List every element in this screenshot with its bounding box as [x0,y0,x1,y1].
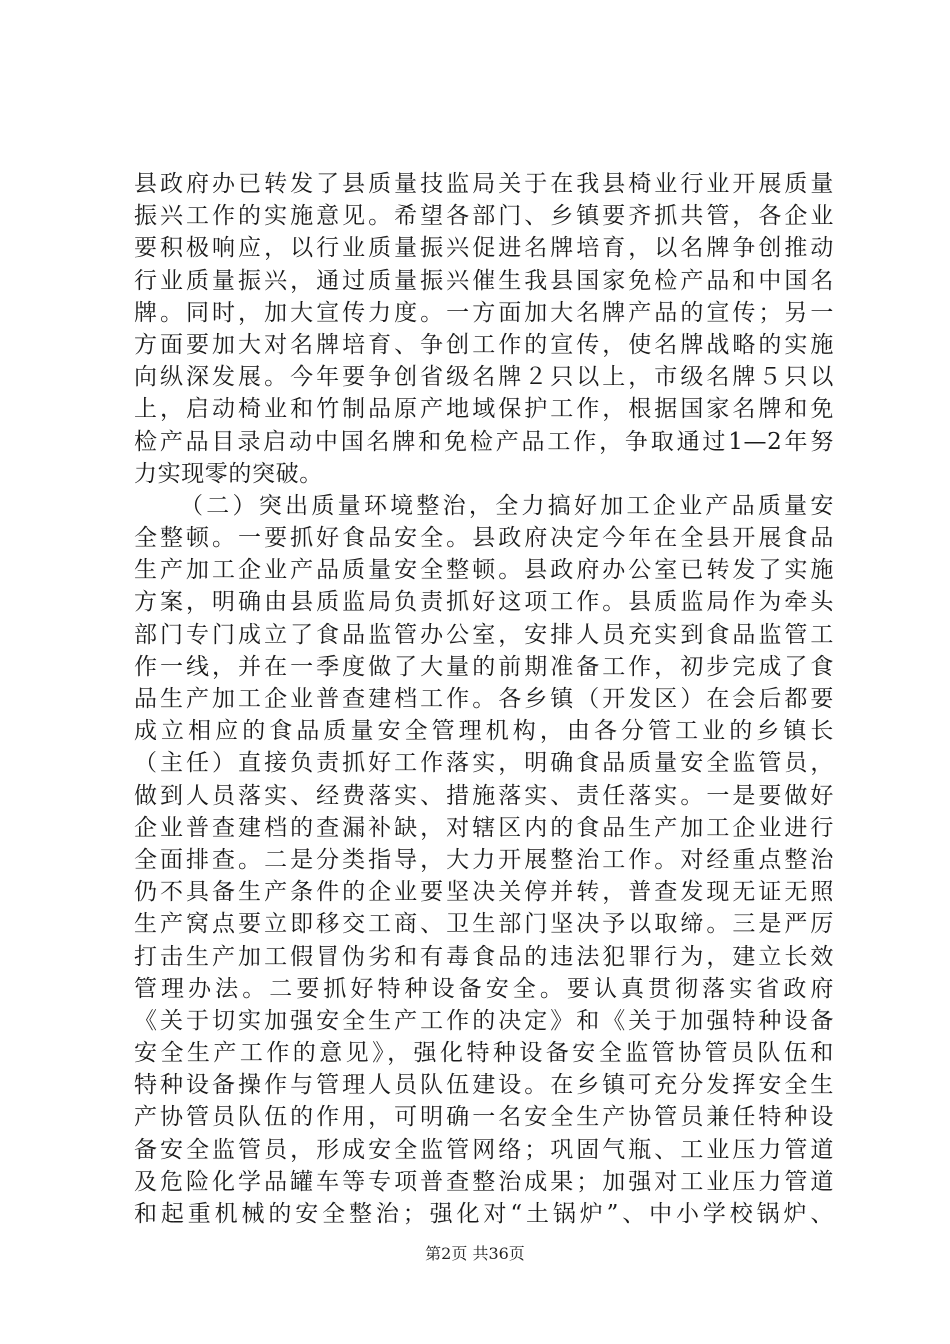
page-number-footer: 第2页 共36页 [425,1244,525,1263]
text-line: 生产加工企业产品质量安全整顿。县政府办公室已转发了实施 [134,557,834,584]
text-line: 振兴工作的实施意见。希望各部门、乡镇要齐抓共管，各企业 [134,203,834,230]
text-line: 及危险化学品罐车等专项普查整治成果；加强对工业压力管道 [134,1168,834,1195]
text-line: （主任）直接负责抓好工作落实，明确食品质量安全监管员， [134,750,834,777]
text-line: 方面要加大对名牌培育、争创工作的宣传，使名牌战略的实施 [134,331,834,358]
text-line: 全整顿。一要抓好食品安全。县政府决定今年在全县开展食品 [134,525,834,552]
text-line: 管理办法。二要抓好特种设备安全。要认真贯彻落实省政府 [134,975,834,1002]
text-line: 和起重机械的安全整治；强化对“土锅炉”、中小学校锅炉、 [134,1201,834,1227]
text-line: 仍不具备生产条件的企业要坚决关停并转，普查发现无证无照 [134,879,834,906]
text-line: 品生产加工企业普查建档工作。各乡镇（开发区）在会后都要 [134,686,834,712]
text-line: 安全生产工作的意见》，强化特种设备安全监管协管员队伍和 [134,1040,834,1067]
text-line: 企业普查建档的查漏补缺，对辖区内的食品生产加工企业进行 [134,814,834,841]
text-line: 向纵深发展。今年要争创省级名牌２只以上，市级名牌５只以 [134,364,834,391]
text-line: 打击生产加工假冒伪劣和有毒食品的违法犯罪行为，建立长效 [134,943,834,970]
text-line: 方案，明确由县质监局负责抓好这项工作。县质监局作为牵头 [134,589,834,616]
text-line: 牌。同时，加大宣传力度。一方面加大名牌产品的宣传；另一 [134,299,834,326]
text-line: 成立相应的食品质量安全管理机构，由各分管工业的乡镇长 [134,718,834,745]
text-line: 备安全监管员，形成安全监管网络；巩固气瓶、工业压力管道 [134,1136,834,1163]
text-line: 检产品目录启动中国名牌和免检产品工作，争取通过1—2年努 [134,428,834,455]
text-line: 作一线，并在一季度做了大量的前期准备工作，初步完成了食 [134,653,834,680]
text-line: 部门专门成立了食品监管办公室，安排人员充实到食品监管工 [134,621,834,648]
text-line: 做到人员落实、经费落实、措施落实、责任落实。一是要做好 [134,782,834,809]
text-line: 上，启动椅业和竹制品原产地域保护工作，根据国家名牌和免 [134,396,834,423]
text-line: 要积极响应，以行业质量振兴促进名牌培育，以名牌争创推动 [134,235,834,262]
paragraph-first-line: （二）突出质量环境整治，全力搞好加工企业产品质量安 [180,492,834,519]
text-line: 行业质量振兴，通过质量振兴催生我县国家免检产品和中国名 [134,267,834,294]
text-line: 全面排查。二是分类指导，大力开展整治工作。对经重点整治 [134,846,834,873]
text-line: 特种设备操作与管理人员队伍建设。在乡镇可充分发挥安全生 [134,1072,834,1099]
document-body [134,168,834,1230]
text-line: 县政府办已转发了县质量技监局关于在我县椅业行业开展质量 [134,171,834,197]
text-line: 力实现零的突破。 [134,460,323,487]
text-line: 生产窝点要立即移交工商、卫生部门坚决予以取缔。三是严厉 [134,911,834,938]
text-line: 《关于切实加强安全生产工作的决定》和《关于加强特种设备 [134,1007,834,1034]
text-line: 产协管员队伍的作用，可明确一名安全生产协管员兼任特种设 [134,1104,834,1131]
